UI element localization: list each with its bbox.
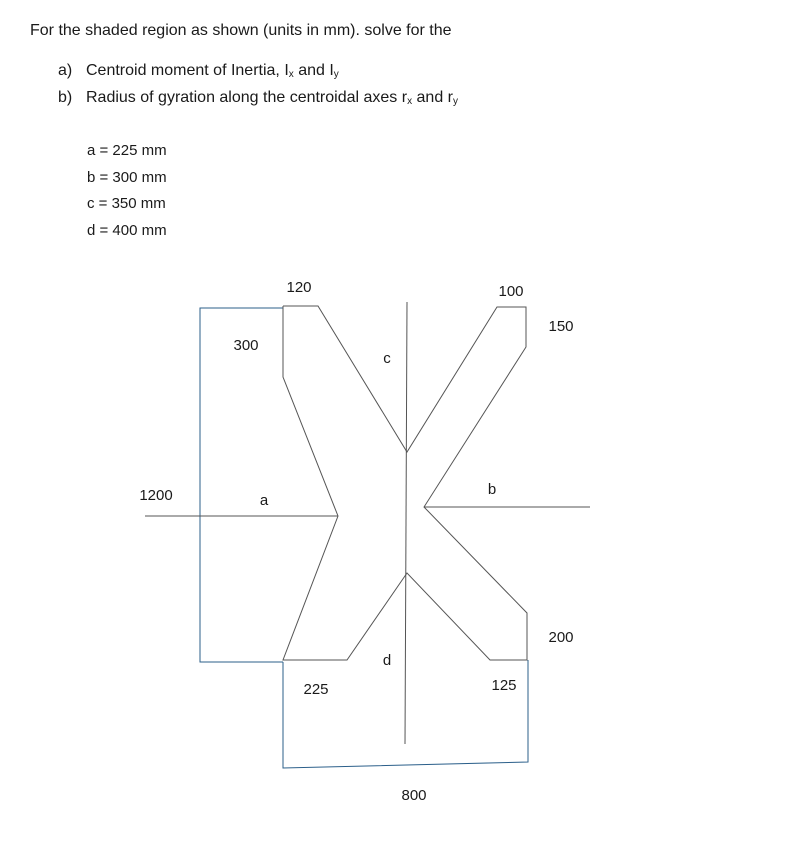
question-b-label: b) <box>58 89 73 106</box>
label-a: a <box>259 492 269 509</box>
question-b-sub-1: x <box>407 96 413 107</box>
label-d: d <box>382 652 392 669</box>
label-200: 200 <box>548 629 574 646</box>
label-b: b <box>487 481 497 498</box>
label-800: 800 <box>401 787 427 804</box>
given-d: d = 400 mm <box>87 222 167 239</box>
question-a-sub-1: x <box>288 69 294 80</box>
vertical-axis <box>405 302 407 744</box>
given-c: c = 350 mm <box>87 195 166 212</box>
label-1200: 1200 <box>139 487 173 504</box>
label-225: 225 <box>303 681 329 698</box>
dimension-lines <box>200 308 528 768</box>
label-c: c <box>383 350 391 367</box>
question-b-text-1: Radius of gyration along the centroidal axes r <box>86 89 408 106</box>
given-b: b = 300 mm <box>87 169 167 186</box>
question-b-text-2: and r <box>412 89 453 106</box>
question-a-sub-2: y <box>333 69 339 80</box>
question-a-text-2: and I <box>293 62 334 79</box>
given-a: a = 225 mm <box>87 142 167 159</box>
problem-intro: For the shaded region as shown (units in mm). solve for the <box>30 22 452 39</box>
label-300: 300 <box>233 337 259 354</box>
dim-outline-left <box>200 308 283 662</box>
question-a-text-1: Centroid moment of Inertia, I <box>86 62 289 79</box>
question-a-label: a) <box>58 62 73 79</box>
label-150: 150 <box>548 318 574 335</box>
label-120: 120 <box>286 279 312 296</box>
label-100: 100 <box>498 283 524 300</box>
question-b-sub-2: y <box>453 96 458 107</box>
axes <box>145 302 590 744</box>
label-125: 125 <box>491 677 517 694</box>
